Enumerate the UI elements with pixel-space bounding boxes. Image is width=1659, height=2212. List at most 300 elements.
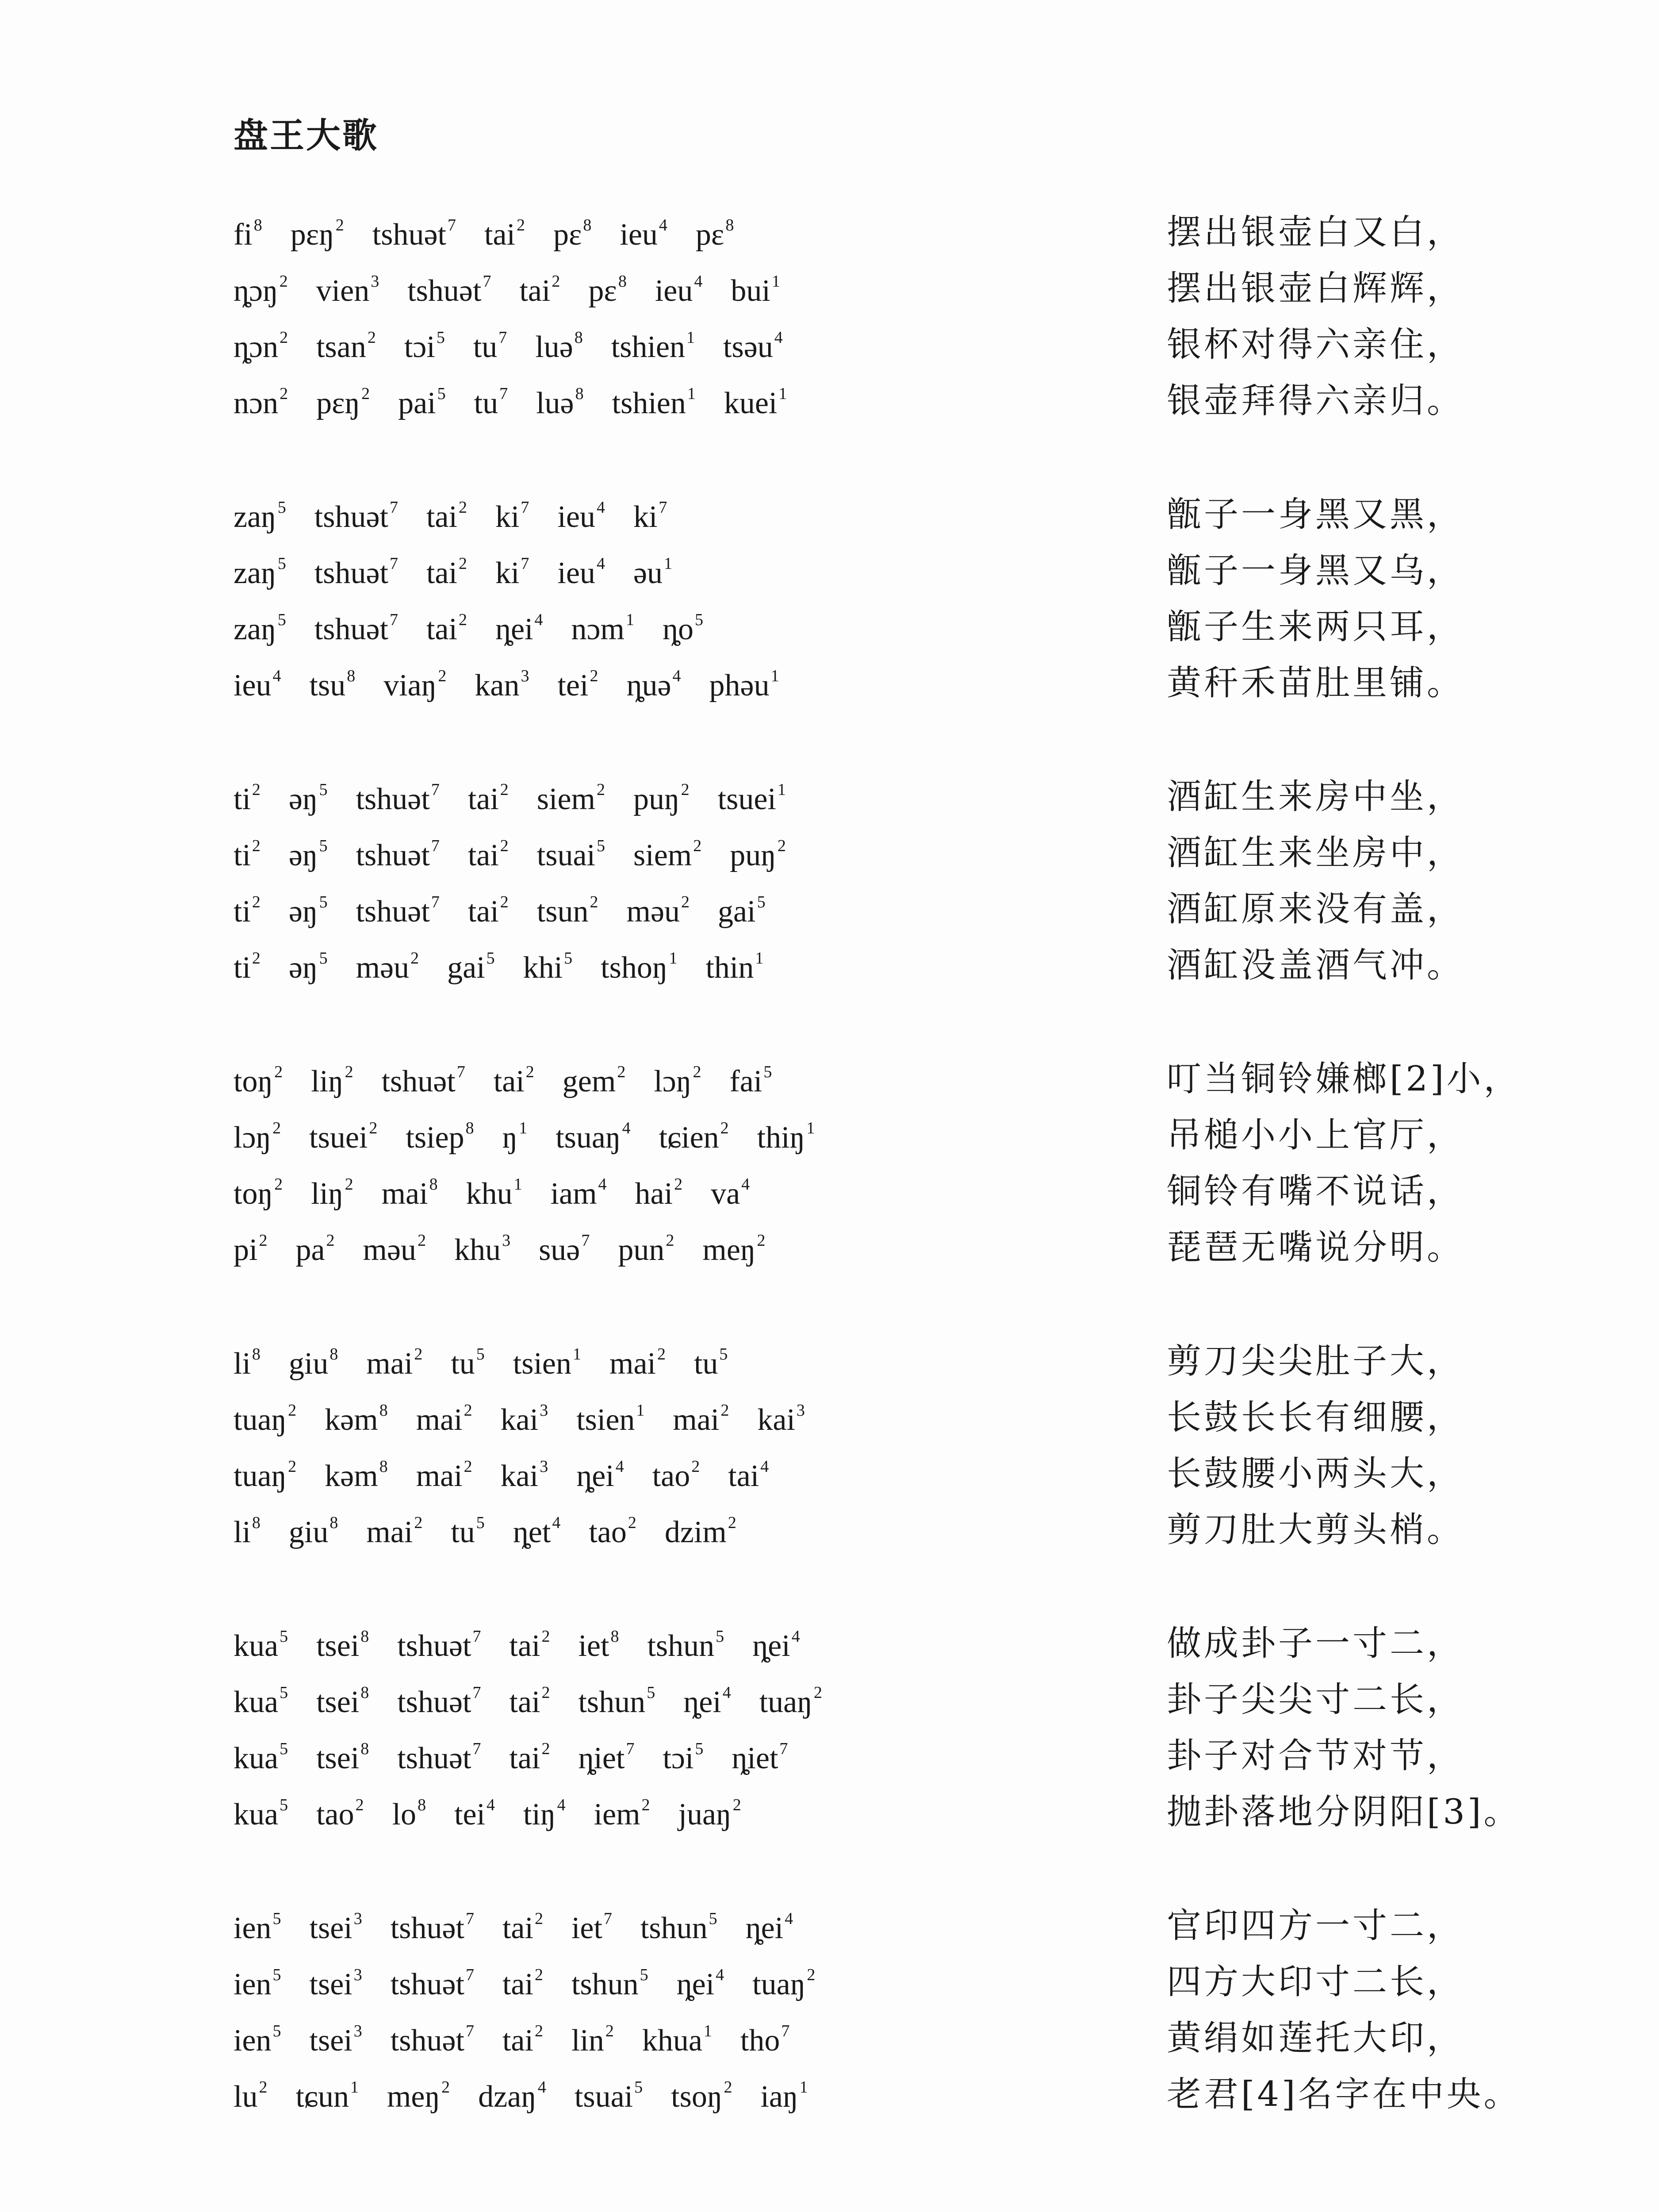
syllable-text: tu	[451, 1515, 475, 1549]
syllable-text: mai	[416, 1459, 463, 1493]
syllable-text: kua	[234, 1797, 279, 1832]
tone-number: 1	[513, 1175, 522, 1194]
syllable	[612, 385, 696, 419]
syllable	[711, 1176, 750, 1210]
chinese-translation: 酒缸生来坐房中，	[1167, 833, 1464, 873]
tone-number: 8	[574, 328, 583, 347]
tone-number: 2	[274, 1175, 283, 1194]
syllable	[451, 1514, 484, 1548]
syllable	[289, 781, 328, 815]
syllable-text: tao	[652, 1459, 690, 1493]
syllable-text: gai	[447, 951, 485, 985]
syllable-text: tshuət	[314, 556, 388, 590]
tone-number: 7	[389, 554, 398, 573]
syllable-text: bui	[731, 274, 770, 308]
syllable-text: tshun	[571, 1967, 639, 2001]
tone-number: 7	[472, 1683, 481, 1702]
tone-number: 2	[369, 1119, 378, 1137]
phonetic-transcription	[234, 1966, 843, 2000]
tone-number: 8	[725, 216, 734, 234]
tone-number: 2	[259, 2078, 268, 2097]
phonetic-transcription	[234, 1176, 778, 1210]
tone-number: 1	[350, 2078, 359, 2097]
chinese-translation: 长鼓腰小两头大，	[1167, 1454, 1464, 1494]
syllable-text: kəm	[325, 1459, 378, 1493]
syllable	[501, 1402, 548, 1436]
tone-number: 2	[693, 1063, 701, 1081]
syllable	[718, 894, 766, 927]
syllable-text: tsun	[536, 895, 589, 929]
syllable	[234, 1514, 261, 1548]
phonetic-transcription	[234, 781, 814, 815]
syllable	[652, 1458, 700, 1492]
tone-number: 5	[647, 1683, 655, 1702]
tone-number: 2	[464, 1401, 472, 1420]
tone-number: 2	[252, 837, 261, 855]
syllable-text: əu	[633, 556, 663, 590]
syllable	[752, 1966, 815, 2000]
syllable-text: pɛŋ	[316, 386, 360, 420]
syllable-text: lin	[571, 2024, 604, 2058]
syllable	[539, 1232, 590, 1266]
tone-number: 7	[498, 328, 507, 347]
tone-number: 4	[774, 328, 783, 347]
syllable-text: tai	[426, 612, 457, 646]
syllable	[502, 1966, 543, 2000]
tone-number: 2	[657, 1345, 666, 1363]
tone-number: 7	[389, 498, 398, 517]
tone-number: 5	[763, 1063, 772, 1081]
verse-line	[234, 2018, 1485, 2079]
syllable	[314, 611, 398, 645]
syllable	[451, 1346, 484, 1379]
syllable-text: tsei	[309, 2024, 352, 2058]
phonetic-transcription	[234, 1910, 821, 1944]
syllable-text: ŋ	[502, 1121, 518, 1155]
syllable	[513, 1514, 561, 1548]
syllable-text: əŋ	[288, 951, 318, 985]
syllable-text: lo	[392, 1797, 417, 1832]
syllable	[671, 2079, 732, 2112]
syllable-text: tshuət	[397, 1741, 471, 1775]
verse-line	[234, 1792, 1521, 1853]
syllable	[234, 1797, 288, 1830]
syllable-text: mai	[416, 1403, 463, 1437]
syllable	[382, 1176, 438, 1210]
syllable	[575, 2079, 643, 2112]
syllable	[740, 2023, 789, 2056]
syllable-text: fai	[729, 1064, 762, 1098]
syllable-text: ien	[234, 1967, 272, 2001]
tone-number: 5	[757, 893, 766, 911]
tone-number: 2	[500, 780, 509, 799]
syllable-text: tshuət	[372, 218, 447, 252]
syllable-text: puŋ	[730, 838, 776, 872]
tone-number: 7	[521, 554, 529, 573]
syllable	[316, 329, 376, 363]
syllable	[234, 950, 261, 983]
syllable	[571, 1966, 648, 2000]
tone-number: 2	[355, 1796, 364, 1814]
syllable	[404, 329, 445, 363]
syllable-text: tsu	[309, 668, 346, 703]
phonetic-transcription	[234, 2023, 818, 2056]
syllable	[665, 1514, 736, 1548]
syllable	[519, 273, 560, 307]
syllable-text: lu	[234, 2080, 258, 2114]
song-stanzas	[234, 212, 1521, 2193]
tone-number: 1	[687, 384, 696, 403]
tone-number: 4	[659, 216, 667, 234]
syllable-text: tɕien	[659, 1121, 719, 1155]
syllable-text: mai	[366, 1347, 413, 1381]
tone-number: 2	[732, 1796, 741, 1814]
syllable	[289, 837, 328, 871]
syllable-text: hai	[635, 1177, 673, 1211]
syllable-text: tshien	[612, 386, 686, 420]
syllable	[391, 1910, 474, 1944]
tone-number: 7	[431, 837, 440, 855]
syllable-text: tshuət	[314, 500, 388, 534]
syllable-text: pai	[398, 386, 436, 420]
syllable	[454, 1797, 495, 1830]
syllable	[728, 1458, 769, 1492]
syllable	[474, 385, 508, 419]
syllable-text: tsuei	[717, 782, 776, 816]
tone-number: 7	[521, 498, 529, 517]
tone-number: 3	[353, 1909, 362, 1928]
syllable-text: gem	[562, 1064, 616, 1098]
syllable	[356, 894, 440, 927]
syllable-text: tiŋ	[523, 1797, 556, 1832]
syllable-text: ki	[495, 556, 520, 590]
syllable-text: luə	[535, 330, 573, 364]
syllable-text: əŋ	[288, 782, 318, 816]
syllable	[620, 217, 667, 250]
syllable-text: tshuət	[390, 1911, 464, 1945]
syllable-text: toŋ	[234, 1177, 273, 1211]
tone-number: 2	[628, 1513, 636, 1532]
verse-line	[234, 1680, 1485, 1740]
syllable	[325, 1402, 388, 1436]
syllable-text: tao	[316, 1797, 354, 1832]
syllable	[502, 2023, 543, 2056]
syllable-text: ien	[234, 2024, 272, 2058]
verse-line	[234, 2074, 1521, 2135]
syllable-text: iem	[594, 1797, 640, 1832]
syllable-text: tsəu	[723, 330, 773, 364]
syllable	[510, 1740, 550, 1774]
tone-number: 5	[640, 1966, 648, 1984]
tone-number: 4	[552, 1513, 561, 1532]
tone-number: 2	[666, 1231, 674, 1250]
syllable-text: tshun	[578, 1685, 646, 1719]
syllable-text: tshuət	[381, 1064, 456, 1098]
syllable	[642, 2023, 712, 2056]
syllable-text: tsien	[576, 1403, 635, 1437]
syllable	[234, 217, 262, 250]
tone-number: 4	[791, 1627, 800, 1646]
syllable-text: pɛ	[553, 218, 582, 252]
syllable	[731, 273, 780, 307]
tone-number: 7	[431, 780, 440, 799]
tone-number: 7	[779, 1740, 788, 1758]
syllable	[601, 950, 677, 983]
tone-number: 1	[626, 611, 635, 629]
tone-number: 5	[564, 949, 573, 968]
syllable	[316, 1684, 369, 1718]
syllable	[295, 1232, 334, 1266]
verse-line	[234, 1736, 1485, 1797]
phonetic-transcription	[234, 1797, 770, 1830]
syllable	[234, 894, 261, 927]
syllable	[234, 1910, 281, 1944]
chinese-translation: 黄绢如莲托大印，	[1167, 2018, 1464, 2058]
tone-number: 3	[796, 1401, 805, 1420]
syllable-text: tai	[509, 1685, 540, 1719]
syllable	[513, 1346, 581, 1379]
verse-line	[234, 1228, 1485, 1288]
syllable	[289, 1346, 338, 1379]
syllable-text: ieu	[234, 668, 272, 703]
syllable-text: liŋ	[311, 1064, 344, 1098]
syllable	[709, 668, 779, 701]
syllable-text: tai	[484, 218, 515, 252]
syllable	[325, 1458, 388, 1492]
syllable-text: dzaŋ	[478, 2080, 536, 2114]
syllable	[454, 1232, 510, 1266]
syllable-text: tshien	[611, 330, 686, 364]
syllable	[316, 1740, 369, 1774]
syllable	[314, 499, 398, 533]
syllable	[234, 2079, 267, 2112]
verse-line	[234, 1962, 1485, 2023]
phonetic-transcription	[234, 555, 701, 589]
tone-number: 5	[280, 1683, 288, 1702]
syllable-text: mai	[609, 1347, 656, 1381]
phonetic-transcription	[234, 499, 695, 533]
syllable-text: ȵɔŋ	[234, 274, 278, 308]
tone-number: 5	[634, 2078, 643, 2097]
syllable	[473, 329, 507, 363]
syllable-text: ieu	[557, 556, 595, 590]
tone-number: 2	[500, 837, 509, 855]
tone-number: 2	[418, 1231, 426, 1250]
syllable-text: nɔn	[234, 386, 279, 420]
syllable-text: tai	[502, 2024, 533, 2058]
tone-number: 2	[590, 667, 598, 685]
syllable-text: tsei	[309, 1967, 352, 2001]
tone-number: 2	[605, 2022, 614, 2040]
syllable	[289, 894, 328, 927]
syllable-text: ȵei	[576, 1459, 614, 1493]
verse-line	[234, 607, 1485, 668]
syllable	[633, 555, 672, 589]
syllable-text: tshuət	[356, 838, 430, 872]
phonetic-transcription	[234, 1684, 851, 1718]
tone-number: 1	[771, 272, 780, 291]
tone-number: 4	[785, 1909, 793, 1928]
tone-number: 4	[716, 1966, 724, 1984]
chinese-translation: 铜铃有嘴不说话，	[1167, 1171, 1464, 1211]
syllable-text: tshun	[640, 1911, 708, 1945]
tone-number: 5	[476, 1513, 485, 1532]
syllable	[316, 273, 379, 307]
tone-number: 2	[534, 1909, 543, 1928]
syllable	[447, 950, 495, 983]
tone-number: 7	[499, 384, 508, 403]
tone-number: 2	[691, 1457, 700, 1476]
syllable	[696, 217, 734, 250]
chinese-translation: 琵琶无嘴说分明。	[1167, 1228, 1464, 1267]
syllable	[678, 1797, 741, 1830]
syllable-text: khu	[466, 1177, 513, 1211]
tone-number: 8	[252, 1345, 261, 1363]
syllable-text: thiŋ	[757, 1121, 805, 1155]
tone-number: 3	[353, 2022, 362, 2040]
syllable-text: ȵei	[752, 1629, 790, 1663]
syllable	[578, 1684, 655, 1718]
phonetic-transcription	[234, 1064, 800, 1097]
tone-number: 1	[777, 780, 786, 799]
verse-line	[234, 269, 1485, 329]
chinese-translation: 黄秆禾苗肚里铺。	[1167, 663, 1464, 703]
tone-number: 1	[669, 949, 678, 968]
syllable	[356, 950, 419, 983]
phonetic-transcription	[234, 1402, 833, 1436]
syllable	[234, 329, 288, 363]
phonetic-transcription	[234, 1120, 843, 1153]
tone-number: 5	[695, 611, 704, 629]
syllable	[475, 668, 529, 701]
chinese-translation: 摆出银壶白辉辉，	[1167, 269, 1464, 308]
tone-number: 7	[659, 498, 667, 517]
syllable-text: ti	[234, 838, 251, 872]
syllable-text: iam	[550, 1177, 597, 1211]
verse-line	[234, 1454, 1485, 1514]
syllable-text: ieu	[655, 274, 693, 308]
tone-number: 2	[720, 1119, 729, 1137]
syllable	[609, 1346, 666, 1379]
syllable-text: ȵo	[663, 612, 694, 646]
syllable	[523, 1797, 566, 1830]
tone-number: 1	[664, 554, 673, 573]
tone-number: 1	[703, 2022, 712, 2040]
syllable	[627, 894, 690, 927]
verse-line	[234, 945, 1485, 1006]
tone-number: 4	[622, 1119, 631, 1137]
syllable	[510, 1684, 550, 1718]
syllable	[588, 273, 626, 307]
syllable	[673, 1402, 729, 1436]
syllable-text: məu	[363, 1233, 417, 1267]
syllable	[494, 1064, 534, 1097]
syllable-text: viaŋ	[383, 668, 437, 703]
syllable-text: iaŋ	[760, 2080, 798, 2114]
syllable	[356, 837, 440, 871]
tone-number: 4	[534, 611, 543, 629]
syllable	[234, 499, 286, 533]
syllable	[310, 668, 356, 701]
tone-number: 5	[280, 1740, 288, 1758]
verse-line	[234, 1341, 1485, 1402]
syllable-text: tsei	[309, 1911, 352, 1945]
verse-line	[234, 1115, 1485, 1176]
tone-number: 2	[541, 1627, 550, 1646]
verse-line	[234, 495, 1485, 555]
tone-number: 4	[487, 1796, 495, 1814]
syllable	[289, 950, 328, 983]
syllable-text: giu	[288, 1515, 329, 1549]
syllable	[234, 555, 286, 589]
syllable	[502, 1910, 543, 1944]
tone-number: 5	[272, 1966, 281, 1984]
syllable-text: phəu	[709, 668, 770, 703]
syllable-text: ki	[495, 500, 520, 534]
syllable	[571, 611, 634, 645]
tone-number: 1	[686, 328, 695, 347]
syllable-text: tshun	[647, 1629, 715, 1663]
syllable-text: iet	[578, 1629, 609, 1663]
syllable	[356, 781, 440, 815]
tone-number: 3	[521, 667, 529, 685]
syllable-text: toŋ	[234, 1064, 273, 1098]
tone-number: 2	[724, 2078, 732, 2097]
syllable-text: ȵɔn	[234, 330, 279, 364]
syllable	[618, 1232, 674, 1266]
phonetic-transcription	[234, 385, 815, 419]
tone-number: 8	[429, 1175, 438, 1194]
syllable-text: khua	[642, 2024, 702, 2058]
syllable-text: zaŋ	[234, 500, 276, 534]
syllable-text: mai	[381, 1177, 428, 1211]
syllable	[556, 1120, 630, 1153]
syllable	[311, 1176, 353, 1210]
tone-number: 2	[693, 837, 702, 855]
tone-number: 2	[288, 1457, 297, 1476]
syllable	[571, 2023, 614, 2056]
tone-number: 2	[458, 611, 467, 629]
tone-number: 2	[525, 1063, 534, 1081]
syllable	[732, 1740, 788, 1774]
syllable	[406, 1120, 474, 1153]
syllable	[391, 2023, 474, 2056]
syllable	[234, 1684, 288, 1718]
phonetic-transcription	[234, 950, 792, 983]
tone-number: 2	[807, 1966, 816, 1984]
tone-number: 5	[319, 949, 328, 968]
chinese-translation: 叮当铜铃嫌榔[2]小，	[1167, 1059, 1521, 1099]
syllable	[363, 1232, 426, 1266]
tone-number: 5	[437, 384, 446, 403]
syllable	[757, 1120, 815, 1153]
syllable	[397, 1684, 481, 1718]
syllable-text: tshoŋ	[601, 951, 668, 985]
tone-number: 4	[596, 498, 605, 517]
syllable	[626, 668, 681, 701]
syllable-text: tai	[426, 500, 457, 534]
tone-number: 5	[277, 498, 286, 517]
verse-line	[234, 1171, 1485, 1232]
tone-number: 2	[534, 1966, 543, 1984]
syllable	[537, 781, 605, 815]
syllable	[309, 1120, 377, 1153]
syllable-text: fi	[234, 218, 253, 252]
syllable	[654, 1064, 701, 1097]
phonetic-transcription	[234, 2079, 836, 2112]
tone-number: 2	[674, 1175, 683, 1194]
syllable	[502, 1120, 528, 1153]
